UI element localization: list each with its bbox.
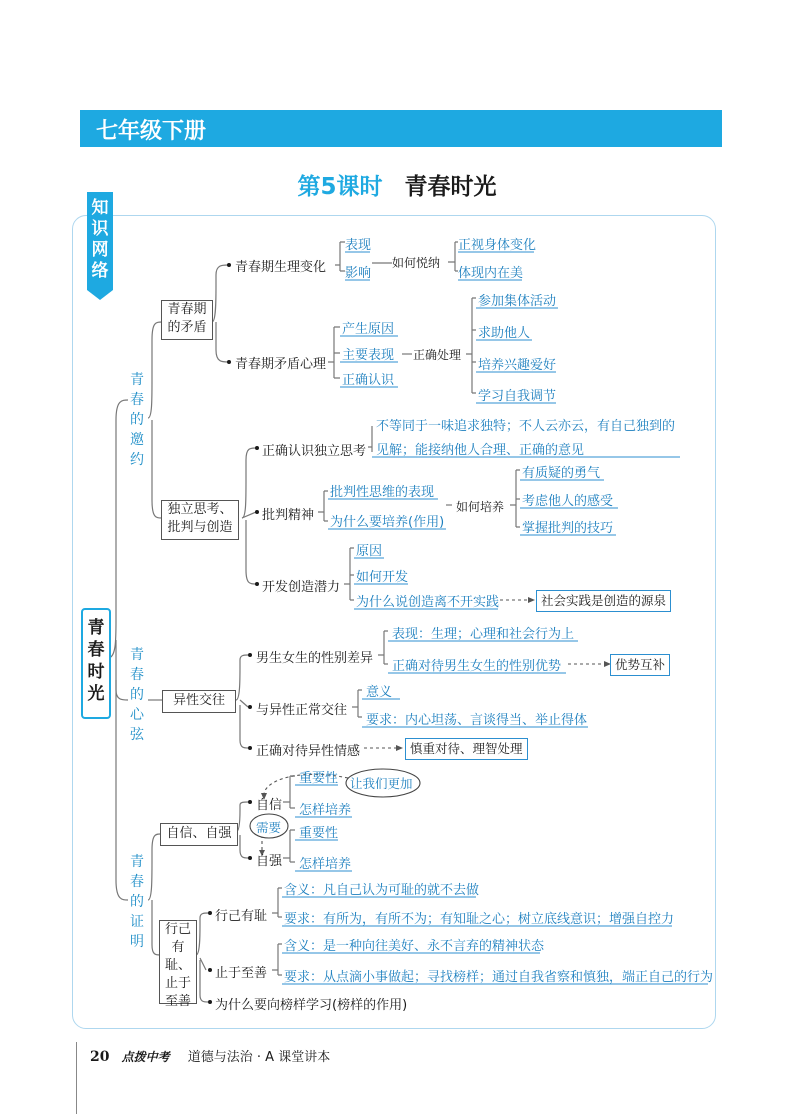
branch-char: 弦 <box>130 727 144 743</box>
topic-line: 青春期 <box>167 302 207 317</box>
strength-item: 怎样培养 <box>299 857 352 872</box>
romantic-feelings: 正确对待异性情感 <box>256 744 361 759</box>
branch-char: 心 <box>130 707 144 723</box>
grade-banner-title: 七年级下册 <box>96 119 207 144</box>
interaction-item: 意义 <box>366 685 393 700</box>
physical-change-item: 表现 <box>345 238 372 253</box>
topic-line: 止于 <box>164 976 191 991</box>
gender-item: 表现：生理；心理和社会行为上 <box>392 627 575 642</box>
branch-char: 邀 <box>130 432 144 448</box>
branch-char: 青 <box>130 372 144 388</box>
topic-confidence: 自信、自强 <box>160 823 238 846</box>
branch-char: 青 <box>130 647 144 663</box>
page-footer <box>90 1046 330 1065</box>
perfection-item: 含义：是一种向往美好、永不言弃的精神状态 <box>284 939 545 954</box>
critical-result: 考虑他人的感受 <box>522 494 614 509</box>
self-confidence: 自信 <box>256 798 283 813</box>
psych-result: 学习自我调节 <box>478 389 557 404</box>
topic-independent-thinking <box>161 500 239 540</box>
physical-change-item: 影响 <box>345 266 372 281</box>
independent-thinking: 正确认识独立思考 <box>262 444 367 459</box>
side-tag-char: 识 <box>91 219 109 239</box>
brand-logo: 点拨中考 <box>121 1050 170 1064</box>
psych-result: 参加集体活动 <box>478 294 557 309</box>
branch-char: 春 <box>130 392 144 408</box>
branch-char: 春 <box>130 667 144 683</box>
topic-line: 批判与创造 <box>167 520 233 535</box>
footer-divider <box>76 1042 77 1114</box>
critical-item: 批判性思维的表现 <box>330 485 435 500</box>
psych-item: 正确认识 <box>342 373 395 388</box>
confidence-item: 重要性 <box>299 771 339 786</box>
branch-char: 春 <box>130 874 144 890</box>
physical-change-link: 如何悦纳 <box>392 256 441 270</box>
gender-difference: 男生女生的性别差异 <box>256 651 374 666</box>
branch-label-proof <box>128 852 146 952</box>
side-tag-char: 知 <box>91 198 109 218</box>
side-tag-char: 网 <box>91 240 109 260</box>
physical-change-result: 体现内在美 <box>458 266 524 281</box>
branch-label-invitation <box>128 370 146 470</box>
psychological-conflict: 青春期矛盾心理 <box>235 357 327 372</box>
gender-box: 优势互补 <box>610 654 670 676</box>
psych-item: 产生原因 <box>342 322 395 337</box>
gender-item: 正确对待男生女生的性别优势 <box>392 659 562 674</box>
independent-thinking-text: 见解；能接纳他人合理、正确的意见 <box>376 443 585 458</box>
root-node <box>81 608 111 719</box>
root-char: 光 <box>87 684 105 704</box>
sense-of-shame: 行己有耻 <box>215 909 268 924</box>
interaction-item: 要求：内心坦荡、言谈得当、举止得体 <box>366 713 588 728</box>
psych-result: 培养兴趣爱好 <box>478 358 557 373</box>
branch-char: 证 <box>130 914 144 930</box>
topic-line: 行己 <box>164 922 191 937</box>
normal-interaction: 与异性正常交往 <box>256 703 348 718</box>
topic-line: 的矛盾 <box>167 320 207 335</box>
root-char: 春 <box>87 640 105 660</box>
creative-item: 原因 <box>356 544 383 559</box>
root-char: 青 <box>87 618 105 638</box>
creative-item: 为什么说创造离不开实践 <box>356 595 500 610</box>
creative-box: 社会实践是创造的源泉 <box>536 590 671 612</box>
pursue-perfection: 止于至善 <box>215 966 268 981</box>
topic-opposite-sex: 异性交往 <box>162 690 236 713</box>
topic-line: 有耻、 <box>164 940 191 973</box>
perfection-item: 要求：从点滴小事做起；寻找榜样；通过自我省察和慎独，端正自己的行为 <box>284 970 714 985</box>
bubble-more: 让我们更加 <box>350 776 413 791</box>
physical-change-result: 正视身体变化 <box>458 238 537 253</box>
self-strength: 自强 <box>256 854 283 869</box>
branch-label-heartstrings <box>128 645 146 745</box>
physical-change: 青春期生理变化 <box>235 260 327 275</box>
branch-char: 明 <box>130 934 144 950</box>
branch-char: 的 <box>130 894 144 910</box>
role-model-question: 为什么要向榜样学习(榜样的作用) <box>215 998 408 1013</box>
topic-line: 至善 <box>164 994 191 1009</box>
root-char: 时 <box>87 662 105 682</box>
psych-result: 求助他人 <box>478 326 531 341</box>
page-number: 20 <box>90 1049 110 1065</box>
lesson-title: 青春时光 <box>404 174 497 200</box>
confidence-item: 怎样培养 <box>299 803 352 818</box>
branch-char: 青 <box>130 854 144 870</box>
shame-item: 要求：有所为，有所不为；有知耻之心；树立底线意识；增强自控力 <box>284 912 675 927</box>
feelings-box: 慎重对待、理智处理 <box>405 738 528 760</box>
shame-item: 含义：凡自己认为可耻的就不去做 <box>284 883 480 898</box>
critical-link: 如何培养 <box>456 500 505 514</box>
topic-sense-of-shame <box>159 920 197 1009</box>
critical-result: 掌握批判的技巧 <box>522 521 614 536</box>
topic-line: 独立思考、 <box>167 502 233 517</box>
bubble-need: 需要 <box>256 820 282 835</box>
strength-item: 重要性 <box>299 826 339 841</box>
branch-char: 的 <box>130 687 144 703</box>
psych-link: 正确处理 <box>413 348 462 362</box>
side-tag-char: 络 <box>91 261 109 281</box>
critical-item: 为什么要培养(作用) <box>330 515 445 530</box>
psych-item: 主要表现 <box>342 348 395 363</box>
creative-item: 如何开发 <box>356 570 409 585</box>
lesson-number: 第5课时 <box>297 174 383 200</box>
branch-char: 的 <box>130 412 144 428</box>
branch-char: 约 <box>130 452 144 468</box>
critical-spirit: 批判精神 <box>262 508 315 523</box>
critical-result: 有质疑的勇气 <box>522 466 601 481</box>
creative-potential: 开发创造潜力 <box>262 580 341 595</box>
independent-thinking-text: 不等同于一味追求独特；不人云亦云，有自己独到的 <box>376 419 676 434</box>
book-title: 道德与法治 · A 课堂讲本 <box>187 1050 331 1065</box>
topic-adolescent-conflict <box>161 300 213 340</box>
